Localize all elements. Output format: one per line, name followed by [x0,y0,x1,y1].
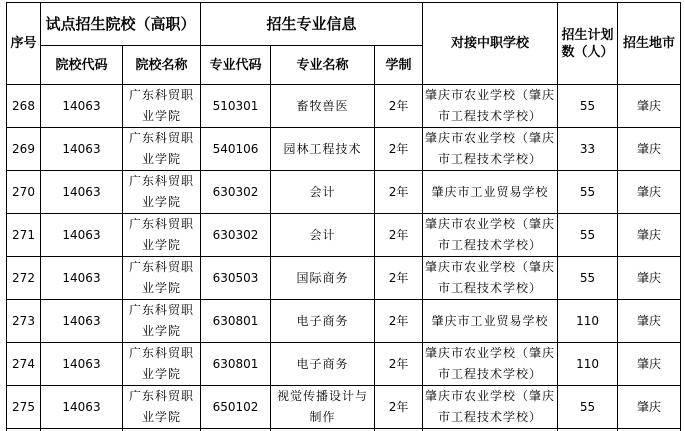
table-row [7,386,681,429]
header-plan: 招生计划数（人） [558,3,618,85]
major-code-cell: 650102 [201,386,271,429]
table-row [7,214,681,257]
major-code-cell: 510301 [201,85,271,128]
location-cell: 肇庆 [618,343,681,386]
duration-cell: 2年 [375,85,423,128]
partner-school-cell: 肇庆市工业贸易学校 [423,300,558,343]
header-school-name: 院校名称 [123,46,201,85]
school-name-cell: 广东科贸职业学院 [123,386,201,429]
major-name-cell: 国际商务 [271,257,375,300]
location-cell: 肇庆 [618,257,681,300]
enrollment-table [6,2,681,431]
seq-cell: 275 [7,386,41,429]
table-row [7,343,681,386]
location-cell: 肇庆 [618,85,681,128]
plan-cell: 110 [558,300,618,343]
major-code-cell: 630801 [201,343,271,386]
partner-school-cell: 肇庆市农业学校（肇庆市工程技术学校） [423,257,558,300]
header-major-group: 招生专业信息 [201,3,423,46]
school-code-cell: 14063 [41,128,123,171]
duration-cell: 2年 [375,300,423,343]
major-name-cell: 园林工程技术 [271,128,375,171]
header-seq: 序号 [7,3,41,85]
plan-cell: 110 [558,343,618,386]
header-location: 招生地市 [618,3,681,85]
location-cell: 肇庆 [618,300,681,343]
header-row-1 [7,3,681,46]
header-major-name: 专业名称 [271,46,375,85]
location-cell: 肇庆 [618,386,681,429]
location-cell: 肇庆 [618,171,681,214]
partner-school-cell: 肇庆市农业学校（肇庆市工程技术学校） [423,386,558,429]
school-code-cell: 14063 [41,214,123,257]
major-name-cell: 会计 [271,171,375,214]
major-code-cell: 630801 [201,300,271,343]
school-code-cell: 14063 [41,386,123,429]
major-code-cell: 630302 [201,214,271,257]
header-duration: 学制 [375,46,423,85]
partner-school-cell: 肇庆市农业学校（肇庆市工程技术学校） [423,343,558,386]
table-row [7,300,681,343]
seq-cell: 270 [7,171,41,214]
table-row [7,257,681,300]
school-name-cell: 广东科贸职业学院 [123,300,201,343]
seq-cell: 269 [7,128,41,171]
plan-cell: 55 [558,257,618,300]
school-name-cell: 广东科贸职业学院 [123,257,201,300]
partner-school-cell: 肇庆市工业贸易学校 [423,171,558,214]
school-code-cell: 14063 [41,300,123,343]
school-name-cell: 广东科贸职业学院 [123,171,201,214]
plan-cell: 55 [558,171,618,214]
duration-cell: 2年 [375,343,423,386]
seq-cell: 268 [7,85,41,128]
header-partner-school: 对接中职学校 [423,3,558,85]
plan-cell: 55 [558,85,618,128]
header-major-code: 专业代码 [201,46,271,85]
seq-cell: 272 [7,257,41,300]
table-row [7,85,681,128]
major-code-cell: 540106 [201,128,271,171]
partner-school-cell: 肇庆市农业学校（肇庆市工程技术学校） [423,85,558,128]
seq-cell: 271 [7,214,41,257]
major-name-cell: 会计 [271,214,375,257]
table-row [7,171,681,214]
seq-cell: 274 [7,343,41,386]
school-code-cell: 14063 [41,343,123,386]
school-name-cell: 广东科贸职业学院 [123,128,201,171]
school-name-cell: 广东科贸职业学院 [123,85,201,128]
school-name-cell: 广东科贸职业学院 [123,343,201,386]
plan-cell: 55 [558,214,618,257]
major-name-cell: 畜牧兽医 [271,85,375,128]
major-name-cell: 视觉传播设计与制作 [271,386,375,429]
table-body [7,85,681,431]
duration-cell: 2年 [375,386,423,429]
school-code-cell: 14063 [41,257,123,300]
major-name-cell: 电子商务 [271,300,375,343]
partner-school-cell: 肇庆市农业学校（肇庆市工程技术学校） [423,128,558,171]
school-name-cell: 广东科贸职业学院 [123,214,201,257]
school-code-cell: 14063 [41,85,123,128]
location-cell: 肇庆 [618,128,681,171]
plan-cell: 33 [558,128,618,171]
duration-cell: 2年 [375,128,423,171]
major-code-cell: 630503 [201,257,271,300]
header-school-group: 试点招生院校（高职） [41,3,201,46]
major-name-cell: 电子商务 [271,343,375,386]
duration-cell: 2年 [375,214,423,257]
duration-cell: 2年 [375,257,423,300]
duration-cell: 2年 [375,171,423,214]
school-code-cell: 14063 [41,171,123,214]
plan-cell: 55 [558,386,618,429]
major-code-cell: 630302 [201,171,271,214]
header-school-code: 院校代码 [41,46,123,85]
location-cell: 肇庆 [618,214,681,257]
seq-cell: 273 [7,300,41,343]
table-row [7,128,681,171]
partner-school-cell: 肇庆市农业学校（肇庆市工程技术学校） [423,214,558,257]
